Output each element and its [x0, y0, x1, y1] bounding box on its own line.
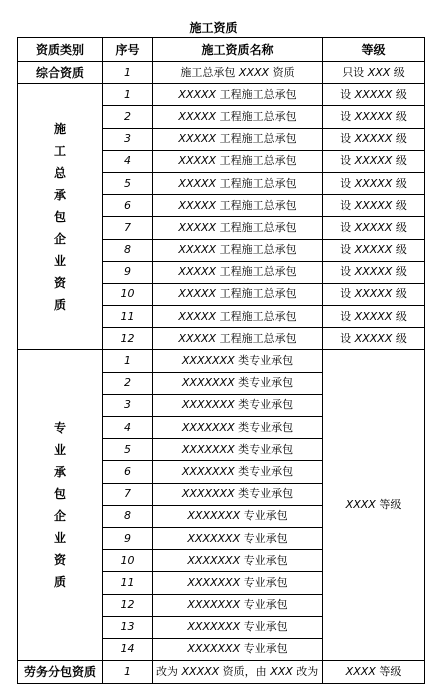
name-code: XXXXXXX	[187, 553, 241, 567]
qualification-name	[153, 217, 323, 239]
qualification-name	[153, 172, 323, 194]
name-text: 工程施工总承包	[216, 265, 297, 279]
qualification-grade	[323, 328, 425, 350]
row-number: 1	[103, 84, 153, 106]
grade-suffix: 级	[390, 65, 405, 79]
grade-suffix: 级	[392, 309, 407, 323]
name-text: 类专业承包	[234, 420, 294, 434]
grade-prefix: 设	[340, 198, 355, 212]
name-code: XXXXX	[178, 309, 217, 323]
category-char: 业	[53, 531, 66, 546]
name-text: 工程施工总承包	[216, 198, 297, 212]
qualification-name	[153, 616, 323, 638]
qualification-name	[153, 417, 323, 439]
qualification-grade	[323, 283, 425, 305]
grade-code: XXXXX	[354, 132, 393, 146]
name-text: 类专业承包	[234, 354, 294, 368]
row-number: 6	[103, 195, 153, 217]
name-text: 专业承包	[240, 575, 288, 589]
grade-code: XXXXX	[354, 331, 393, 345]
header-number: 序号	[103, 38, 153, 62]
grade-code: XXXXX	[354, 265, 393, 279]
name-code: XXXXX	[178, 109, 217, 123]
row-number: 10	[103, 283, 153, 305]
category-char: 资	[53, 275, 66, 290]
category-char: 质	[53, 297, 66, 312]
grade-code: XXXXX	[354, 243, 393, 257]
qualification-name	[153, 505, 323, 527]
category-char: 承	[53, 465, 66, 480]
header-row	[18, 38, 425, 62]
header-grade: 等级	[323, 38, 425, 62]
name-code: XXXXXXX	[181, 420, 235, 434]
qualification-name	[153, 439, 323, 461]
name-text: 资质，由	[219, 665, 271, 679]
grade-prefix: 设	[340, 265, 355, 279]
name-code: XXXXX	[178, 220, 217, 234]
category-char: 包	[53, 209, 66, 224]
grade-suffix: 级	[392, 198, 407, 212]
grade-code: XXXXX	[354, 87, 393, 101]
grade-suffix: 级	[392, 176, 407, 190]
name-code: XXXXXXX	[181, 354, 235, 368]
grade-code: XXXXX	[354, 154, 393, 168]
qualification-name	[153, 372, 323, 394]
row-number: 1	[103, 62, 153, 84]
qualification-name	[153, 527, 323, 549]
name-text: 工程施工总承包	[216, 309, 297, 323]
grade-code: XXXXX	[354, 220, 393, 234]
qualification-name	[153, 106, 323, 128]
name-code: XXXXXXX	[187, 531, 241, 545]
grade-code: XXX	[367, 65, 391, 79]
grade-prefix: 设	[340, 287, 355, 301]
grade-code: XXXXX	[354, 287, 393, 301]
grade-prefix: 只设	[342, 65, 368, 79]
qualification-grade	[323, 84, 425, 106]
row-number: 10	[103, 550, 153, 572]
name-code: XXXXX	[178, 87, 217, 101]
row-number: 8	[103, 239, 153, 261]
name-code: XXXX	[238, 65, 270, 79]
row-number: 9	[103, 527, 153, 549]
row-number: 9	[103, 261, 153, 283]
name-code: XXXXXXX	[187, 598, 241, 612]
grade-prefix: 设	[340, 132, 355, 146]
category-char: 承	[53, 187, 66, 202]
header-category: 资质类别	[18, 38, 103, 62]
name-code: XXXXX	[178, 132, 217, 146]
name-text: 类专业承包	[234, 487, 294, 501]
grade-prefix: 设	[340, 87, 355, 101]
row-number: 3	[103, 394, 153, 416]
grade-suffix: 级	[392, 331, 407, 345]
row-number: 3	[103, 128, 153, 150]
name-code: XXXXXXX	[181, 398, 235, 412]
category-char: 工	[53, 143, 66, 158]
name-code: XXXXXXX	[187, 620, 241, 634]
specialty-grade	[323, 350, 425, 661]
qualification-grade	[323, 261, 425, 283]
row-number: 8	[103, 505, 153, 527]
row-number: 2	[103, 372, 153, 394]
qualification-grade	[323, 106, 425, 128]
category-char: 包	[53, 487, 66, 502]
name-text: 专业承包	[240, 531, 288, 545]
name-text: 工程施工总承包	[216, 331, 297, 345]
grade-code: XXXXX	[354, 309, 393, 323]
name-text: 专业承包	[240, 598, 288, 612]
grade-prefix: 设	[340, 220, 355, 234]
grade-prefix: 设	[340, 176, 355, 190]
name-code: XXXXX	[178, 176, 217, 190]
qualification-name	[153, 638, 323, 660]
qualification-name	[153, 84, 323, 106]
category-char: 业	[53, 443, 66, 458]
name-text: 专业承包	[240, 642, 288, 656]
grade-suffix: 级	[392, 220, 407, 234]
name-code: XXXXXXX	[181, 464, 235, 478]
name-text: 改为	[292, 665, 319, 679]
qualification-name	[153, 283, 323, 305]
category-specialty	[18, 350, 103, 661]
row-number: 2	[103, 106, 153, 128]
name-code: XXXXXXX	[187, 575, 241, 589]
qualification-name	[153, 572, 323, 594]
qualification-name	[153, 306, 323, 328]
qualification-name	[153, 350, 323, 372]
row-number: 4	[103, 417, 153, 439]
row-number: 1	[103, 661, 153, 684]
row-number: 7	[103, 483, 153, 505]
qualification-name	[153, 261, 323, 283]
row-number: 5	[103, 439, 153, 461]
name-text: 工程施工总承包	[216, 87, 297, 101]
name-text: 工程施工总承包	[216, 154, 297, 168]
name-suffix: 资质	[269, 65, 295, 79]
grade-suffix: 等级	[375, 665, 402, 679]
name-code: XXX	[270, 665, 293, 679]
qualification-grade	[323, 306, 425, 328]
qualification-grade	[323, 661, 425, 684]
name-text: 类专业承包	[234, 442, 294, 456]
grade-suffix: 级	[392, 87, 407, 101]
name-text: 工程施工总承包	[216, 176, 297, 190]
qualification-name	[153, 550, 323, 572]
name-text: 专业承包	[240, 509, 288, 523]
qualification-grade	[323, 128, 425, 150]
qualification-grade	[323, 62, 425, 84]
qualification-grade	[323, 150, 425, 172]
name-code: XXXXXXX	[181, 487, 235, 501]
grade-suffix: 级	[392, 287, 407, 301]
header-name: 施工资质名称	[153, 38, 323, 62]
grade-prefix: 设	[340, 154, 355, 168]
grade-suffix: 级	[392, 132, 407, 146]
category-char: 业	[53, 253, 66, 268]
row-number: 12	[103, 328, 153, 350]
name-text: 工程施工总承包	[216, 287, 297, 301]
qualification-name	[153, 594, 323, 616]
name-text: 专业承包	[240, 553, 288, 567]
row-number: 12	[103, 594, 153, 616]
name-code: XXXXX	[178, 331, 217, 345]
category-char: 资	[53, 553, 66, 568]
table-row	[18, 84, 425, 106]
name-text: 工程施工总承包	[216, 243, 297, 257]
table-row	[18, 661, 425, 684]
grade-prefix: 设	[340, 309, 355, 323]
name-text: 类专业承包	[234, 376, 294, 390]
grade-prefix: 设	[340, 243, 355, 257]
category-labor: 劳务分包资质	[18, 661, 103, 684]
table-row	[18, 350, 425, 372]
qualification-name	[153, 150, 323, 172]
name-code: XXXXXXX	[187, 509, 241, 523]
name-text: 类专业承包	[234, 464, 294, 478]
qualification-name	[153, 62, 323, 84]
category-char: 施	[53, 121, 66, 136]
qualification-name	[153, 239, 323, 261]
category-char: 质	[53, 575, 66, 590]
row-number: 1	[103, 350, 153, 372]
qualification-grade	[323, 217, 425, 239]
qualification-name	[153, 461, 323, 483]
category-general: 综合资质	[18, 62, 103, 84]
name-text: 工程施工总承包	[216, 109, 297, 123]
qualification-name	[153, 328, 323, 350]
grade-code: XXXX	[345, 665, 376, 679]
name-text: 改为	[156, 665, 182, 679]
qualification-name	[153, 394, 323, 416]
qualification-table	[17, 37, 425, 684]
grade-prefix: 设	[340, 109, 355, 123]
category-char: 企	[53, 231, 66, 246]
row-number: 11	[103, 572, 153, 594]
name-code: XXXXX	[178, 287, 217, 301]
name-text: 专业承包	[240, 620, 288, 634]
name-code: XXXXX	[178, 243, 217, 257]
row-number: 4	[103, 150, 153, 172]
name-code: XXXXXXX	[181, 376, 235, 390]
grade-code: XXXXX	[354, 109, 393, 123]
row-number: 7	[103, 217, 153, 239]
row-number: 5	[103, 172, 153, 194]
qualification-grade	[323, 239, 425, 261]
row-number: 11	[103, 306, 153, 328]
grade-suffix: 级	[392, 109, 407, 123]
qualification-name	[153, 661, 323, 684]
name-code: XXXXXXX	[181, 442, 235, 456]
grade-code: XXXXX	[354, 176, 393, 190]
grade-suffix: 等级	[375, 498, 402, 512]
grade-prefix: 设	[340, 331, 355, 345]
name-text: 工程施工总承包	[216, 132, 297, 146]
grade-suffix: 级	[392, 265, 407, 279]
name-code: XXXXX	[178, 198, 217, 212]
category-char: 总	[53, 165, 66, 180]
name-code: XXXXX	[181, 665, 220, 679]
name-text: 工程施工总承包	[216, 220, 297, 234]
name-code: XXXXXXX	[187, 642, 241, 656]
name-text: 类专业承包	[234, 398, 294, 412]
table-row	[18, 62, 425, 84]
category-char: 专	[53, 421, 66, 436]
name-code: XXXXX	[178, 154, 217, 168]
document-title: 施工资质	[189, 21, 238, 35]
name-prefix: 施工总承包	[180, 65, 239, 79]
row-number: 6	[103, 461, 153, 483]
qualification-grade	[323, 172, 425, 194]
category-char: 企	[53, 509, 66, 524]
grade-suffix: 级	[392, 154, 407, 168]
qualification-grade	[323, 195, 425, 217]
grade-suffix: 级	[392, 243, 407, 257]
row-number: 13	[103, 616, 153, 638]
grade-code: XXXXX	[354, 198, 393, 212]
qualification-name	[153, 195, 323, 217]
qualification-name	[153, 128, 323, 150]
name-code: XXXXX	[178, 265, 217, 279]
grade-code: XXXX	[345, 498, 376, 512]
row-number: 14	[103, 638, 153, 660]
qualification-name	[153, 483, 323, 505]
category-contracting	[18, 84, 103, 350]
